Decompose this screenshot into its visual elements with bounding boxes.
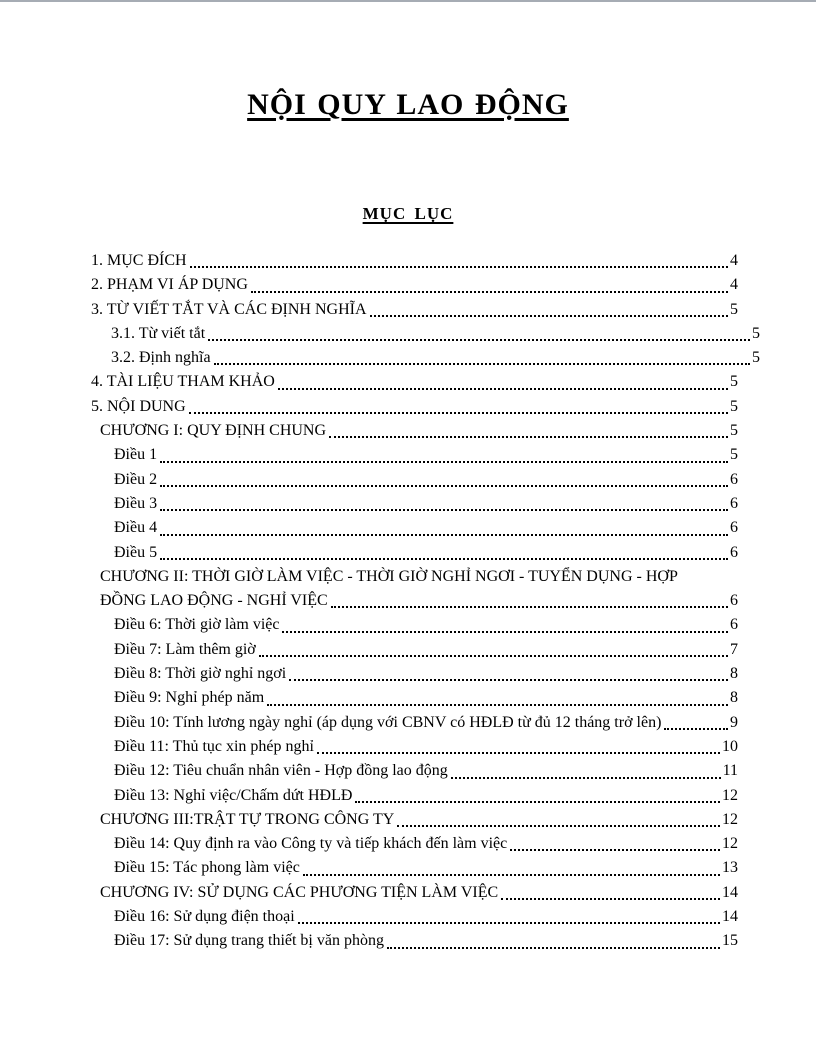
- page-number: 11: [722, 762, 738, 780]
- dot-leader: [501, 898, 720, 900]
- toc-entry[interactable]: [91, 662, 738, 686]
- toc-heading: MỤC LỤC: [362, 204, 454, 223]
- toc-entry-line: [91, 273, 738, 297]
- toc-entry[interactable]: [91, 686, 738, 710]
- toc-entry-line: [100, 808, 738, 832]
- toc-entry-label: Điều 8: Thời giờ nghỉ ngơi: [114, 665, 287, 683]
- toc-entry-line: [114, 541, 738, 565]
- page-number: 12: [722, 835, 738, 853]
- page-number: 5: [752, 349, 760, 367]
- toc-entry-label: Điều 13: Nghỉ việc/Chấm dứt HĐLĐ: [114, 786, 353, 804]
- toc-entry-label: CHƯƠNG I: QUY ĐỊNH CHUNG: [100, 422, 327, 440]
- toc-entry[interactable]: [91, 541, 738, 565]
- toc-entry[interactable]: [91, 613, 738, 637]
- page-number: 5: [730, 397, 738, 415]
- toc-entry-line: [114, 832, 738, 856]
- dot-leader: [160, 509, 728, 511]
- toc-entry-line: [111, 322, 760, 346]
- page-number: 7: [730, 640, 738, 658]
- window-top-edge: [0, 0, 816, 2]
- toc-entry-label: 3.1. Từ viết tắt: [111, 324, 206, 342]
- toc-entry-line: [114, 905, 738, 929]
- dot-leader: [331, 606, 728, 608]
- toc-entry-line: [114, 929, 738, 953]
- toc-entry-label: Điều 15: Tác phong làm việc: [114, 859, 300, 877]
- page-number: 12: [722, 786, 738, 804]
- page-number: 5: [730, 373, 738, 391]
- toc-entry[interactable]: [91, 273, 738, 297]
- toc-entry[interactable]: [91, 711, 738, 735]
- dot-leader: [317, 752, 720, 754]
- toc-entry-line: [91, 395, 738, 419]
- dot-leader: [451, 777, 721, 779]
- page-number: 5: [730, 300, 738, 318]
- toc-entry-line: [114, 468, 738, 492]
- toc-entry-label: Điều 9: Nghỉ phép năm: [114, 689, 265, 707]
- toc-entry[interactable]: [91, 395, 738, 419]
- page-number: 4: [730, 252, 738, 269]
- toc-entry-label: 3.2. Định nghĩa: [111, 349, 211, 367]
- dot-leader: [397, 825, 720, 827]
- toc-entry-label: Điều 1: [114, 446, 158, 464]
- toc-entry-label: Điều 17: Sử dụng trang thiết bị văn phòng: [114, 932, 384, 950]
- toc-entry[interactable]: [91, 638, 738, 662]
- dot-leader: [387, 947, 720, 949]
- toc-entry-line: [91, 370, 738, 394]
- dot-leader: [355, 801, 720, 803]
- dot-leader: [329, 436, 728, 438]
- toc-entry[interactable]: [91, 516, 738, 540]
- document-title: NỘI QUY LAO ĐỘNG: [247, 88, 569, 121]
- page-number: 8: [730, 665, 738, 683]
- dot-leader: [160, 485, 728, 487]
- toc-entry[interactable]: [91, 905, 738, 929]
- toc-entry[interactable]: [91, 881, 738, 905]
- page-number: 5: [730, 446, 738, 464]
- dot-leader: [251, 291, 728, 293]
- toc-entry-line: [114, 856, 738, 880]
- page-number: 9: [730, 713, 738, 731]
- dot-leader: [278, 388, 728, 390]
- page-number: 10: [722, 737, 738, 755]
- toc-entry[interactable]: [91, 784, 738, 808]
- toc-entry-label: Điều 4: [114, 519, 158, 537]
- toc-entry-label: 4. TÀI LIỆU THAM KHẢO: [91, 373, 275, 391]
- toc-entry[interactable]: [91, 249, 738, 273]
- toc-entry[interactable]: [91, 346, 760, 370]
- dot-leader: [189, 412, 728, 414]
- toc-entry-line: [114, 686, 738, 710]
- toc-entry-label: Điều 6: Thời giờ làm việc: [114, 616, 280, 634]
- dot-leader: [298, 922, 720, 924]
- dot-leader: [282, 631, 728, 633]
- toc-entry-label: Điều 2: [114, 470, 158, 488]
- page-number: 6: [730, 494, 738, 512]
- page-number: 13: [722, 859, 738, 877]
- page-number: 6: [730, 616, 738, 634]
- toc-entry-line: [100, 419, 738, 443]
- toc-entry-label: CHƯƠNG III:TRẬT TỰ TRONG CÔNG TY: [100, 810, 395, 828]
- toc-entry-line: [114, 638, 738, 662]
- toc-entry-label: Điều 7: Làm thêm giờ: [114, 640, 256, 658]
- toc-entry-label: Điều 12: Tiêu chuẩn nhân viên - Hợp đồng lao động: [114, 762, 448, 780]
- toc-entry-label: Điều 5: [114, 543, 158, 561]
- toc-entry-label: Điều 16: Sử dụng điện thoại: [114, 908, 295, 926]
- page-number: 4: [730, 276, 738, 294]
- toc-entry[interactable]: [91, 370, 738, 394]
- toc-entry-line: [114, 735, 738, 759]
- dot-leader: [214, 363, 750, 365]
- dot-leader: [289, 679, 728, 681]
- toc-entry[interactable]: [91, 856, 738, 880]
- page-number: 15: [722, 932, 738, 950]
- toc-entry-label: 3. TỪ VIẾT TẮT VÀ CÁC ĐỊNH NGHĨA: [91, 300, 367, 318]
- toc-entry[interactable]: [91, 419, 738, 443]
- page-number: 6: [730, 470, 738, 488]
- page-number: 5: [730, 422, 738, 440]
- page-number: 8: [730, 689, 738, 707]
- toc-entry[interactable]: [91, 468, 738, 492]
- page-number: 6: [730, 592, 738, 610]
- toc-entry-line: [114, 443, 738, 467]
- toc-entry-line: [114, 516, 738, 540]
- page-number: 5: [752, 324, 760, 342]
- toc-entry-line: [114, 613, 738, 637]
- page-number: 14: [722, 883, 738, 901]
- toc-entry[interactable]: [91, 492, 738, 516]
- dot-leader: [208, 339, 750, 341]
- toc-entry-line: [114, 711, 738, 735]
- toc-entry-label: 1. MỤC ĐÍCH: [91, 252, 187, 269]
- dot-leader: [190, 266, 728, 268]
- toc-entry-label: Điều 14: Quy định ra vào Công ty và tiếp khách đến làm việc: [114, 835, 508, 853]
- toc-entry-label: CHƯƠNG II: THỜI GIỜ LÀM VIỆC - THỜI GIỜ NGHỈ NGƠI - TUYỂN DỤNG - HỢP: [100, 567, 678, 585]
- toc-entry[interactable]: [91, 735, 738, 759]
- toc-entry-line: [91, 298, 738, 322]
- toc-entry[interactable]: [91, 322, 760, 346]
- toc-entry-label: ĐỒNG LAO ĐỘNG - NGHỈ VIỆC: [100, 592, 328, 610]
- dot-leader: [370, 315, 728, 317]
- toc-entry-line: [91, 249, 738, 273]
- dot-leader: [160, 558, 728, 560]
- toc-entry[interactable]: [91, 759, 738, 783]
- toc-entry-label: Điều 11: Thủ tục xin phép nghỉ: [114, 737, 314, 755]
- toc-entry[interactable]: [91, 565, 738, 614]
- toc-entry-line: [100, 881, 738, 905]
- toc-entry-line: [114, 662, 738, 686]
- page-number: 6: [730, 543, 738, 561]
- toc-entry[interactable]: [91, 929, 738, 953]
- toc-entry-label: 5. NỘI DUNG: [91, 397, 186, 415]
- toc-entry-line: [114, 759, 738, 783]
- toc-entry-label: Điều 3: [114, 494, 158, 512]
- dot-leader: [160, 534, 728, 536]
- dot-leader: [664, 728, 728, 730]
- page-number: 12: [722, 810, 738, 828]
- dot-leader: [259, 655, 728, 657]
- toc-entry[interactable]: [91, 808, 738, 832]
- toc-entry-line: [100, 589, 738, 613]
- toc-entry-line: [111, 346, 760, 370]
- toc-entry-label: Điều 10: Tính lương ngày nghỉ (áp dụng với CBNV có HĐLĐ từ đủ 12 tháng trở lên): [114, 713, 662, 731]
- toc-entry-label: CHƯƠNG IV: SỬ DỤNG CÁC PHƯƠNG TIỆN LÀM VIỆC: [100, 883, 499, 901]
- toc-list: [91, 249, 760, 954]
- dot-leader: [267, 704, 728, 706]
- toc-entry[interactable]: [91, 298, 738, 322]
- dot-leader: [303, 874, 720, 876]
- toc-entry-line: [114, 492, 738, 516]
- toc-entry[interactable]: [91, 832, 738, 856]
- dot-leader: [160, 461, 728, 463]
- toc-entry-label: 2. PHẠM VI ÁP DỤNG: [91, 276, 248, 294]
- toc-entry[interactable]: [91, 443, 738, 467]
- dot-leader: [510, 849, 720, 851]
- page-number: 14: [722, 908, 738, 926]
- page-number: 6: [730, 519, 738, 537]
- toc-entry-line: [114, 784, 738, 808]
